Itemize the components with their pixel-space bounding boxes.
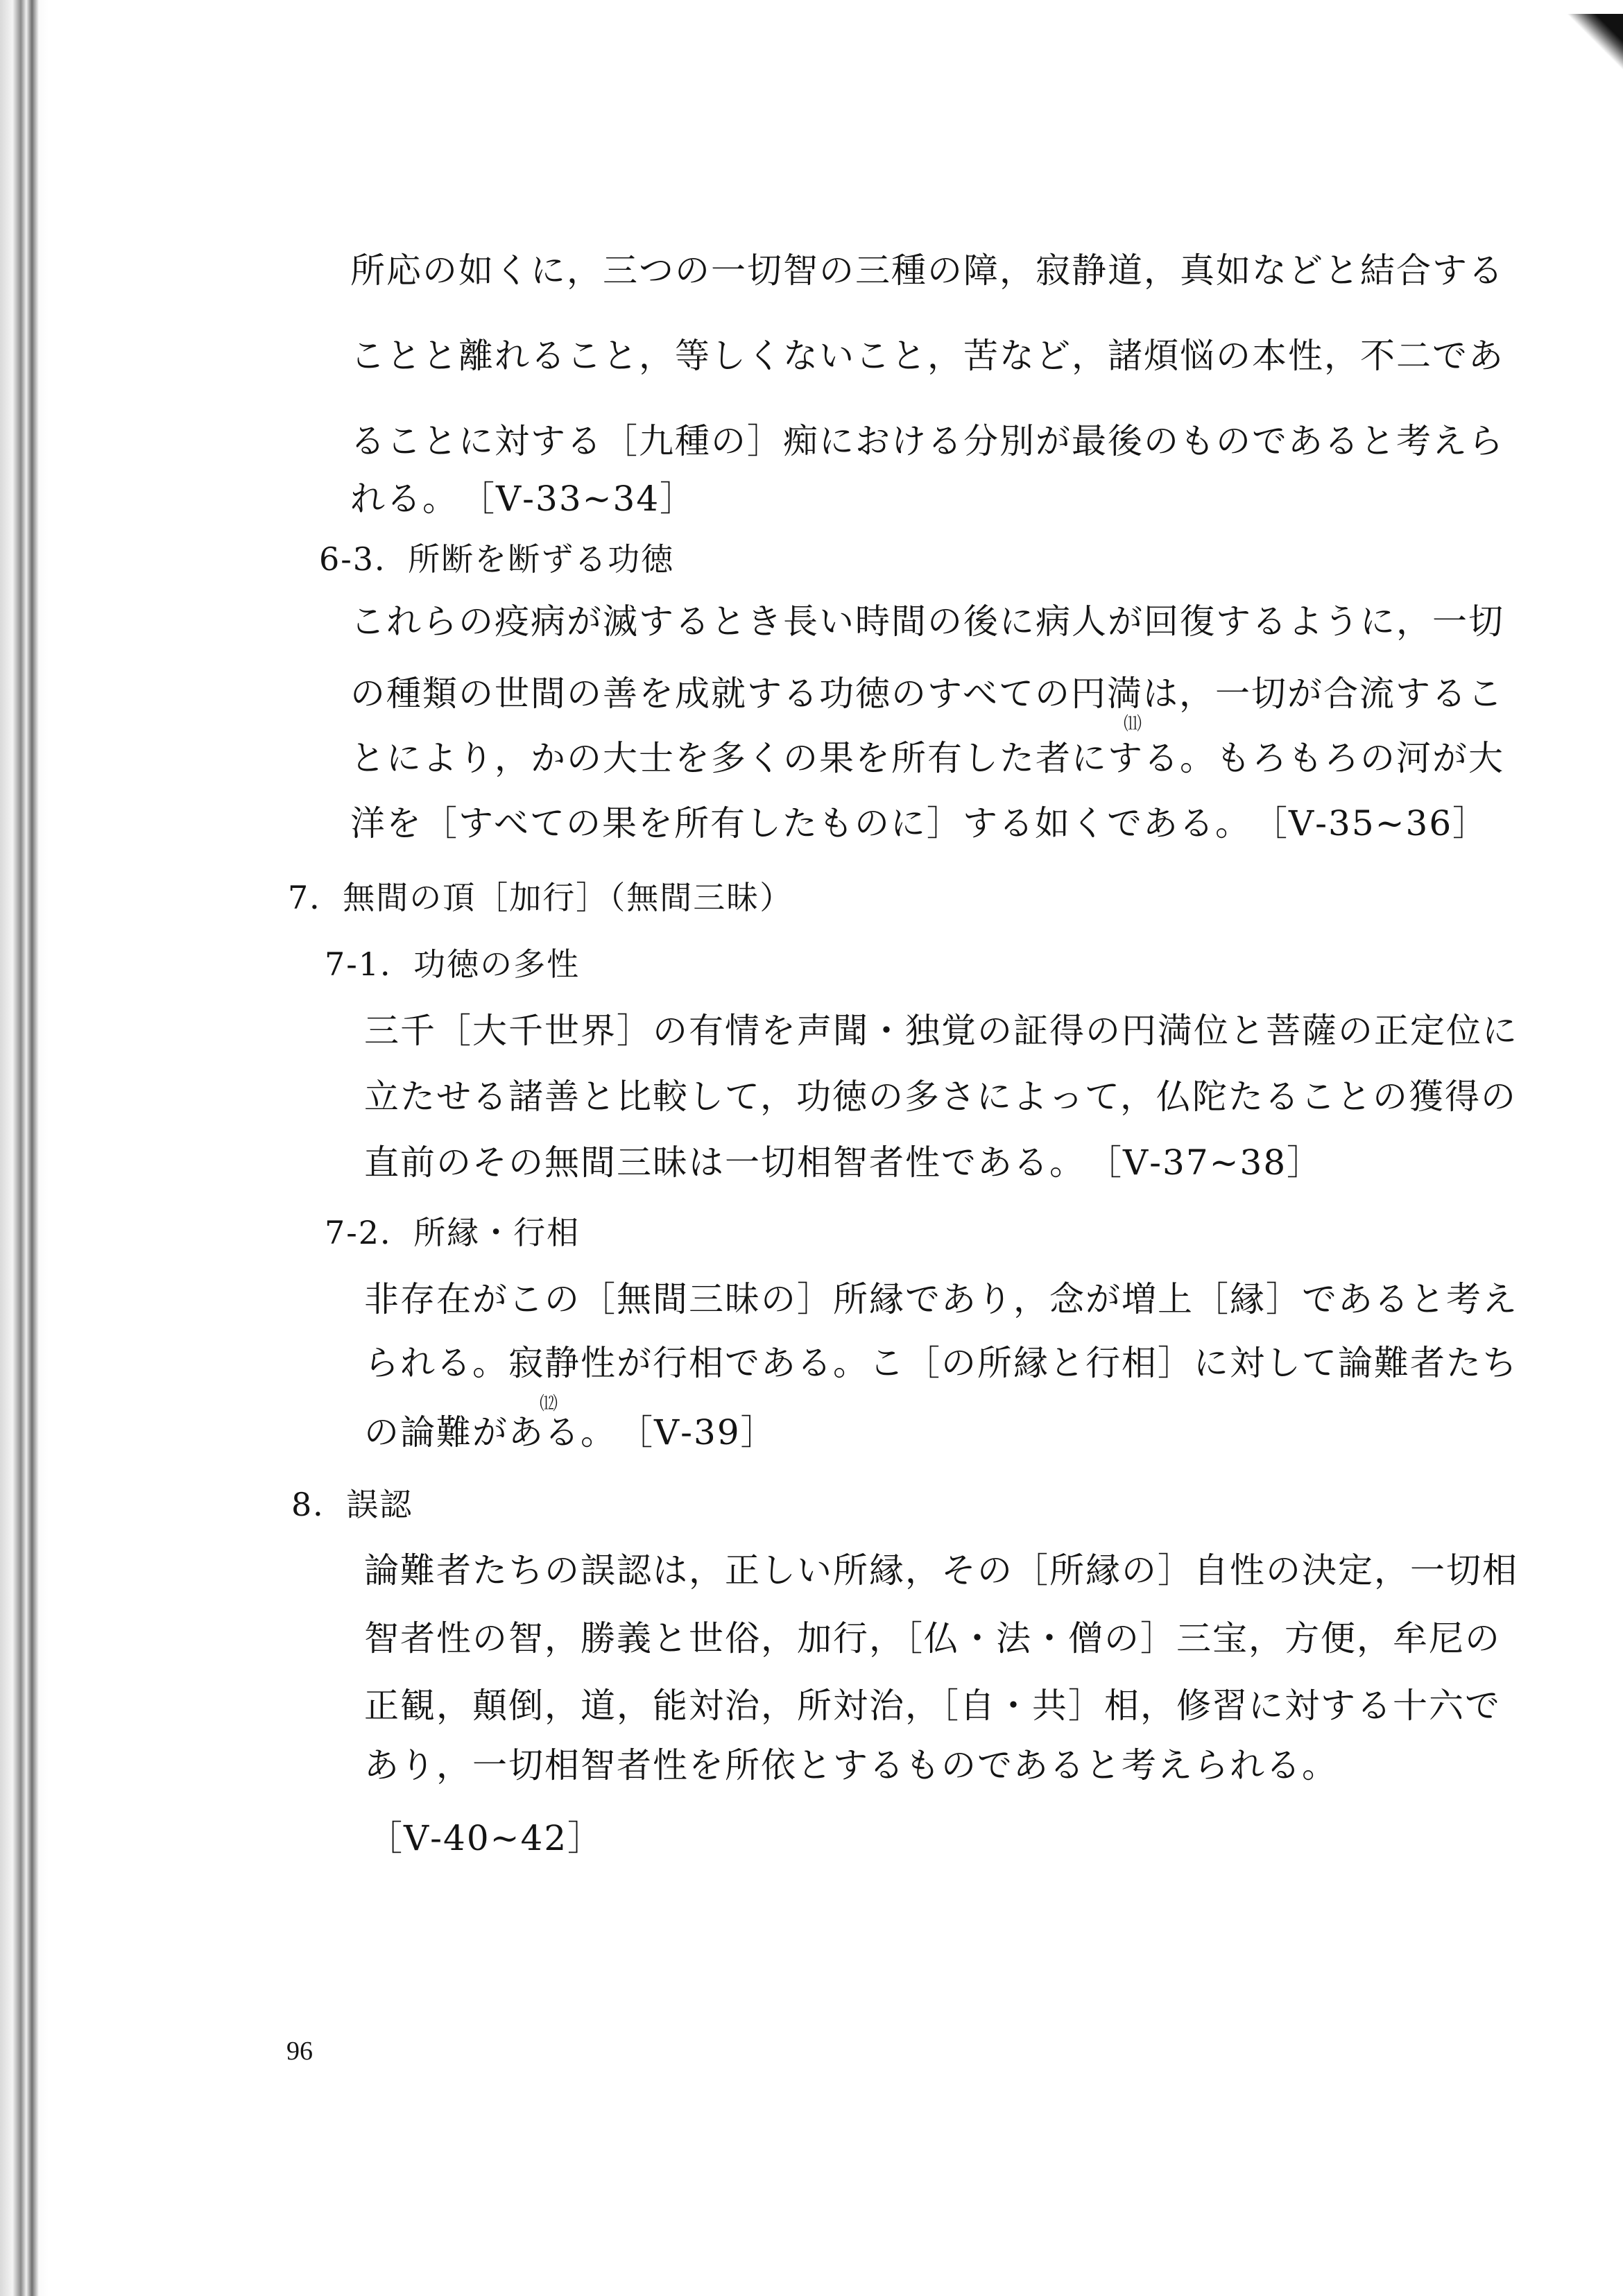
footnote-mark-11: ⑾	[1124, 714, 1142, 735]
body-line: これらの疫病が滅するとき長い時間の後に病人が回復するように，一切	[350, 601, 1504, 642]
body-line: の論難がある。 ［Ⅴ-39］	[364, 1412, 777, 1453]
footnote-mark-12: ⑿	[540, 1394, 558, 1414]
body-line: とにより，かの大士を多くの果を所有した者にする。もろもろの河が大	[350, 738, 1504, 778]
scan-binding-edge	[0, 0, 49, 2296]
body-line: ることに対する［九種の］痴における分別が最後のものであると考えら	[350, 421, 1504, 461]
section-heading-7: 7．無間の頂［加行］（無間三昧）	[288, 879, 793, 916]
body-line: 正観，顛倒，道，能対治，所対治，［自・共］相，修習に対する十六で	[364, 1686, 1501, 1726]
body-line: 洋を［すべての果を所有したものに］する如くである。 ［Ⅴ-35~36］	[350, 803, 1489, 843]
section-heading-8: 8．誤認	[291, 1486, 413, 1523]
body-line: 智者性の智，勝義と世俗，加行，［仏・法・僧の］三宝，方便，牟尼の	[364, 1618, 1501, 1659]
body-line: られる。寂静性が行相である。こ［の所縁と行相］に対して論難者たち	[364, 1343, 1518, 1383]
section-heading-7-2: 7-2．所縁・行相	[325, 1214, 581, 1251]
body-line: ことと離れること，等しくないこと，苦など，諸煩悩の本性，不二であ	[350, 336, 1504, 376]
section-heading-7-1: 7-1．功徳の多性	[325, 945, 581, 983]
section-heading-6-3: 6-3．所断を断ずる功徳	[319, 540, 675, 578]
body-line: の種類の世間の善を成就する功徳のすべての円満は，一切が合流するこ	[350, 674, 1504, 714]
body-line: 非存在がこの［無間三昧の］所縁であり，念が増上［縁］であると考え	[364, 1279, 1518, 1319]
body-line: 所応の如くに，三つの一切智の三種の障，寂静道，真如などと結合する	[350, 250, 1504, 291]
body-line: 直前のその無間三昧は一切相智者性である。 ［Ⅴ-37~38］	[364, 1142, 1323, 1183]
body-line: あり，一切相智者性を所依とするものであると考えられる。	[364, 1745, 1338, 1785]
page-number: 96	[286, 2037, 313, 2066]
scan-corner-mark	[1561, 14, 1623, 76]
body-line: 立たせる諸善と比較して，功徳の多さによって，仏陀たることの獲得の	[364, 1077, 1517, 1117]
reference-line: ［Ⅴ-40~42］	[368, 1818, 604, 1858]
body-line: 三千［大千世界］の有情を声聞・独覚の証得の円満位と菩薩の正定位に	[364, 1011, 1518, 1051]
body-line: れる。 ［Ⅴ-33~34］	[350, 479, 696, 519]
body-line: 論難者たちの誤認は，正しい所縁，その［所縁の］自性の決定，一切相	[364, 1550, 1518, 1591]
